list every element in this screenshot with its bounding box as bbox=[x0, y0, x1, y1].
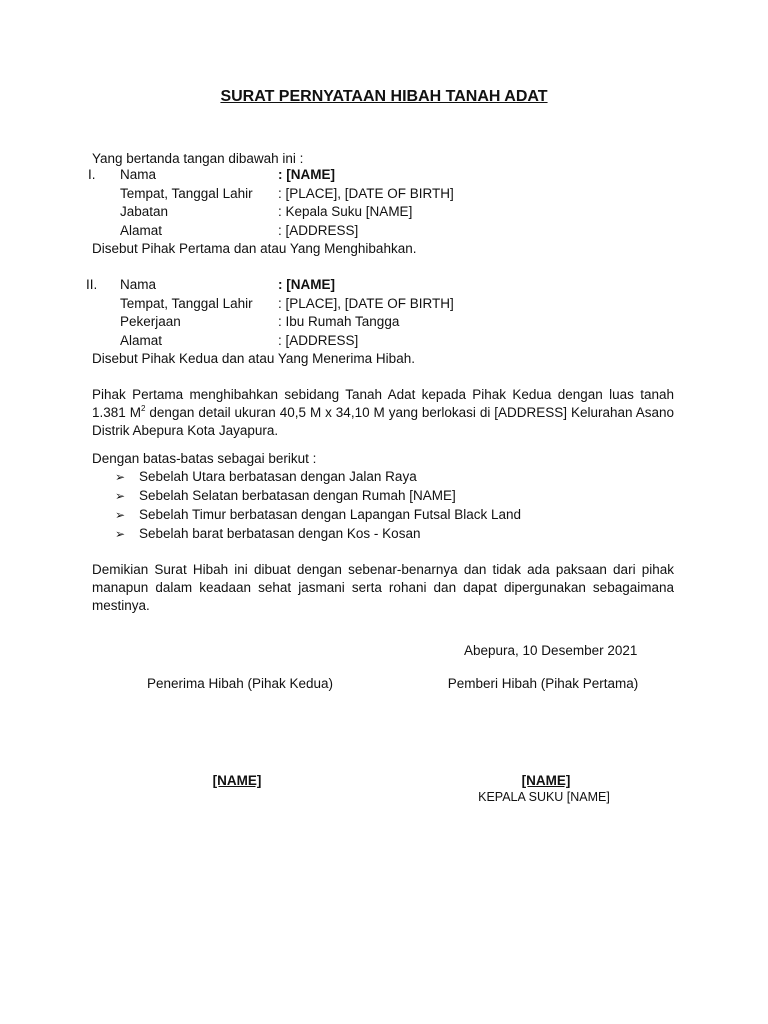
bullet-arrow-icon: ➢ bbox=[115, 508, 126, 522]
grant-paragraph-rest: dengan detail ukuran 40,5 M x 34,10 M yang berlokasi di [ADDRESS] Kelurahan Asano Distrik Abepura Kota Jayapura. bbox=[92, 405, 674, 438]
giver-title: KEPALA SUKU [NAME] bbox=[478, 790, 610, 804]
party1-birth-label: Tempat, Tanggal Lahir bbox=[120, 186, 253, 201]
bullet-arrow-icon: ➢ bbox=[115, 470, 126, 484]
party2-number: II. bbox=[86, 277, 98, 292]
area-unit-superscript: 2 bbox=[140, 404, 146, 413]
party1-number: I. bbox=[88, 167, 96, 182]
giver-name: [NAME] bbox=[521, 773, 571, 788]
party1-name-value: : [NAME] bbox=[278, 167, 335, 182]
border-south: Sebelah Selatan berbatasan dengan Rumah [NAME] bbox=[139, 488, 456, 503]
party2-name-label: Nama bbox=[120, 277, 157, 292]
border-north: Sebelah Utara berbatasan dengan Jalan Raya bbox=[139, 469, 417, 484]
party2-name-value: : [NAME] bbox=[278, 277, 335, 292]
bullet-arrow-icon: ➢ bbox=[115, 489, 126, 503]
recipient-role: Penerima Hibah (Pihak Kedua) bbox=[146, 676, 334, 691]
grant-paragraph-line1: Pihak Pertama menghibahkan sebidang Tanah Adat kepada Pihak Kedua dengan luas tanah 1.381 M bbox=[92, 387, 674, 420]
borders-intro: Dengan batas-batas sebagai berikut : bbox=[92, 451, 317, 466]
recipient-name: [NAME] bbox=[212, 773, 262, 788]
intro-text: Yang bertanda tangan dibawah ini : bbox=[92, 151, 304, 166]
bullet-arrow-icon: ➢ bbox=[115, 527, 126, 541]
closing-paragraph: Demikian Surat Hibah ini dibuat dengan sebenar-benarnya dan tidak ada paksaan dari pihak manapun dalam keadaan sehat jasmani serta rohani dan dapat dipergunakan sebagaimana mestinya. bbox=[92, 562, 674, 613]
party2-address-label: Alamat bbox=[120, 333, 163, 348]
document-title: SURAT PERNYATAAN HIBAH TANAH ADAT bbox=[220, 88, 548, 105]
party2-job-label: Pekerjaan bbox=[120, 314, 181, 329]
place-date: Abepura, 10 Desember 2021 bbox=[464, 643, 638, 658]
party1-position-label: Jabatan bbox=[120, 204, 169, 219]
party2-job-value: : Ibu Rumah Tangga bbox=[278, 314, 400, 329]
party1-position-value: : Kepala Suku [NAME] bbox=[278, 204, 413, 219]
party2-footer: Disebut Pihak Kedua dan atau Yang Menerima Hibah. bbox=[92, 351, 415, 366]
party1-birth-value: : [PLACE], [DATE OF BIRTH] bbox=[278, 186, 454, 201]
party2-birth-label: Tempat, Tanggal Lahir bbox=[120, 296, 253, 311]
party1-footer: Disebut Pihak Pertama dan atau Yang Menghibahkan. bbox=[92, 241, 417, 256]
grant-paragraph bbox=[92, 386, 674, 440]
party2-address-value: : [ADDRESS] bbox=[278, 333, 359, 348]
party1-name-label: Nama bbox=[120, 167, 157, 182]
border-east: Sebelah Timur berbatasan dengan Lapangan Futsal Black Land bbox=[139, 507, 522, 522]
party1-address-label: Alamat bbox=[120, 223, 163, 238]
giver-role: Pemberi Hibah (Pihak Pertama) bbox=[447, 676, 639, 691]
party1-address-value: : [ADDRESS] bbox=[278, 223, 359, 238]
party2-birth-value: : [PLACE], [DATE OF BIRTH] bbox=[278, 296, 454, 311]
border-west: Sebelah barat berbatasan dengan Kos - Kosan bbox=[139, 526, 421, 541]
